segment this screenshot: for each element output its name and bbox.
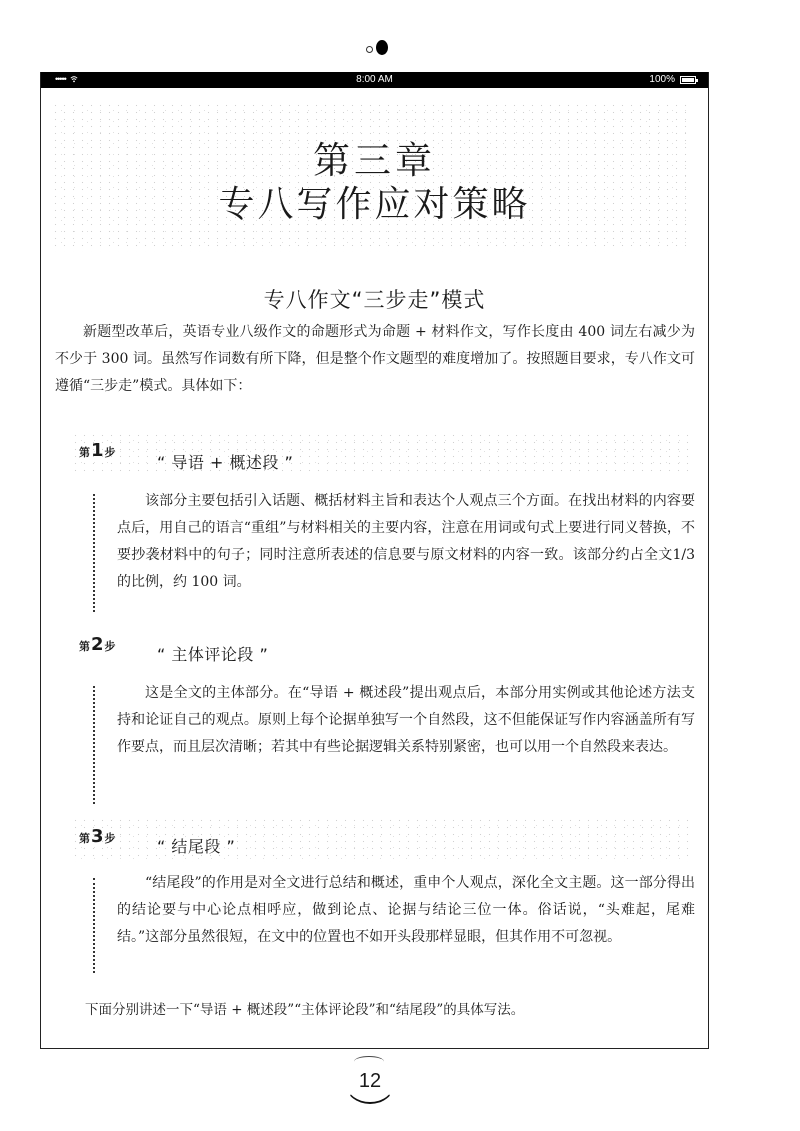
- signal-strength-icon: •••••: [55, 74, 66, 84]
- step-1-title: “ 导语 + 概述段 ”: [157, 453, 294, 472]
- battery-icon: [680, 76, 696, 84]
- step-1-paragraph: 该部分主要包括引入话题、概括材料主旨和表达个人观点三个方面。在找出材料的内容要点后，用自己的语言“重组”与材料相关的主要内容，注意在用词或句式上要进行同义替换，不要抄袭材料中的句子；同时注意所表述的信息要与原文材料的内容一致。该部分约占全文1/3的比例，约 100 词。: [117, 493, 695, 590]
- camera-lens-icon: [376, 40, 388, 55]
- step-2-title: “ 主体评论段 ”: [157, 645, 269, 664]
- chapter-number: 第三章: [313, 139, 436, 182]
- section-title: 专八作文“三步走”模式: [263, 288, 486, 312]
- step-2-paragraph: 这是全文的主体部分。在“导语 + 概述段”提出观点后，本部分用实例或其他论述方法支持和论证自己的观点。原则上每个论据单独写一个自然段，这不但能保证写作内容涵盖所有写作要点，而且层次清晰；若其中有些论据逻辑关系特别紧密，也可以用一个自然段来表达。: [117, 685, 695, 755]
- step-3-dotted-rule: [93, 878, 95, 973]
- step-1-label: 第 1 步: [79, 440, 116, 461]
- status-bar-right: [649, 74, 696, 85]
- device-camera: [366, 38, 406, 58]
- step-2-body: [117, 680, 695, 761]
- intro-paragraph: 新题型改革后，英语专业八级作文的命题形式为命题 + 材料作文，写作长度由 400 词左右减少为不少于 300 词。虽然写作词数有所下降，但是整个作文题型的难度增加了。按照题目要求，专八作文可遵循“三步走”模式。具体如下：: [55, 324, 695, 394]
- step-1-dotted-rule: [93, 494, 95, 612]
- step-1-body: [117, 488, 695, 596]
- step-2-dotted-rule: [93, 686, 95, 804]
- step-2-label: 第 2 步: [79, 634, 116, 655]
- page-number-badge: [342, 1056, 398, 1104]
- step-3-label: 第 3 步: [79, 826, 116, 847]
- closing-paragraph: 下面分别讲述一下“导语 + 概述段”“主体评论段”和“结尾段”的具体写法。: [85, 1002, 525, 1018]
- device-screen: [40, 72, 709, 1049]
- status-bar: [41, 72, 708, 88]
- battery-percent: 100%: [649, 74, 675, 85]
- camera-sensor-icon: [366, 46, 373, 53]
- status-bar-time: 8:00 AM: [356, 74, 393, 85]
- step-3-body: [117, 870, 695, 951]
- page-number: 12: [358, 1070, 382, 1092]
- step-3-paragraph: “结尾段”的作用是对全文进行总结和概述，重申个人观点，深化全文主题。这一部分得出的结论要与中心论点相呼应，做到论点、论据与结论三位一体。俗话说，“头难起，尾难结。”这部分虽然很短，在文中的位置也不如开头段那样显眼，但其作用不可忽视。: [117, 875, 695, 945]
- step-3-title: “ 结尾段 ”: [157, 837, 236, 856]
- chapter-title: 专八写作应对策略: [218, 184, 531, 225]
